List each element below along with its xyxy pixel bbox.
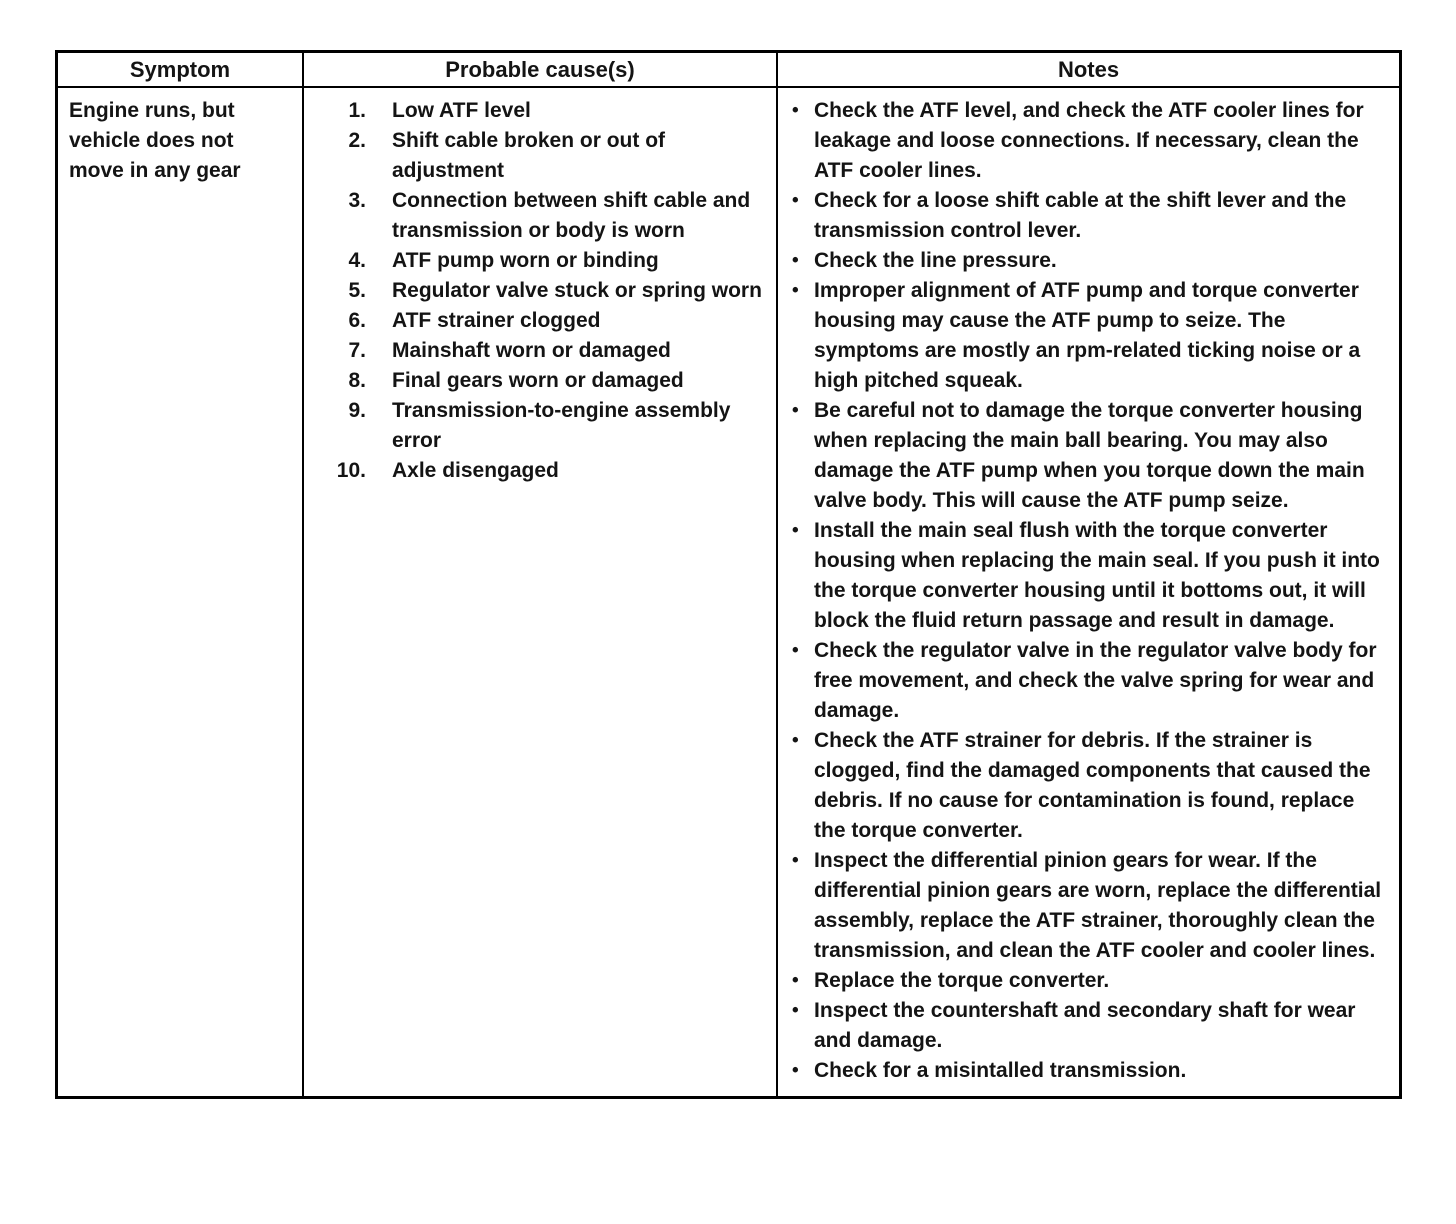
note-text: Check the regulator valve in the regulator valve body for free movement, and check the valve spring for wear and damage. <box>814 639 1377 722</box>
note-item <box>792 246 1389 276</box>
cause-text: Regulator valve stuck or spring worn <box>392 279 762 302</box>
cause-number: 9. <box>348 399 366 422</box>
note-item <box>792 276 1389 396</box>
note-item <box>792 396 1389 516</box>
cause-text: Shift cable broken or out of adjustment <box>392 129 666 182</box>
cause-number: 8. <box>348 369 366 392</box>
cause-text: Final gears worn or damaged <box>392 369 684 392</box>
cause-number: 5. <box>348 279 366 302</box>
note-item <box>792 966 1389 996</box>
cause-text: ATF strainer clogged <box>392 309 601 332</box>
notes-cell <box>778 88 1399 1096</box>
cause-text: Connection between shift cable and transmission or body is worn <box>392 189 751 242</box>
note-text: Check the ATF level, and check the ATF cooler lines for leakage and loose connections. If necessary, clean the ATF cooler lines. <box>814 99 1364 182</box>
cause-number: 10. <box>336 459 366 482</box>
note-item <box>792 846 1389 966</box>
cause-number: 1. <box>348 99 366 122</box>
bullet-icon: • <box>792 400 799 421</box>
note-text: Check for a loose shift cable at the shift lever and the transmission control lever. <box>814 189 1347 242</box>
bullet-icon: • <box>792 190 799 211</box>
cause-number: 4. <box>348 249 366 272</box>
cause-text: ATF pump worn or binding <box>392 249 659 272</box>
header-causes: Probable cause(s) <box>304 53 778 88</box>
note-item <box>792 996 1389 1056</box>
bullet-icon: • <box>792 1060 799 1081</box>
cause-text: Low ATF level <box>392 99 531 122</box>
header-notes: Notes <box>778 53 1399 88</box>
note-text: Check for a misintalled transmission. <box>814 1059 1187 1082</box>
note-item <box>792 516 1389 636</box>
bullet-icon: • <box>792 730 799 751</box>
bullet-icon: • <box>792 100 799 121</box>
note-item <box>792 186 1389 246</box>
header-symptom: Symptom <box>58 53 304 88</box>
cause-text: Mainshaft worn or damaged <box>392 339 671 362</box>
bullet-icon: • <box>792 1000 799 1021</box>
cause-item <box>326 396 762 456</box>
note-item <box>792 1056 1389 1086</box>
note-text: Inspect the countershaft and secondary shaft for wear and damage. <box>814 999 1356 1052</box>
note-text: Be careful not to damage the torque converter housing when replacing the main ball bearing. You may also damage the ATF pump when you torque down the main valve body. This will cause the ATF pump seize. <box>814 399 1365 512</box>
note-item <box>792 636 1389 726</box>
cause-number: 6. <box>348 309 366 332</box>
note-text: Check the line pressure. <box>814 249 1057 272</box>
bullet-icon: • <box>792 850 799 871</box>
note-text: Install the main seal flush with the torque converter housing when replacing the main seal. If you push it into the torque converter housing until it bottoms out, it will block the fluid return passage and result in damage. <box>814 519 1380 632</box>
cause-item <box>326 366 762 396</box>
note-text: Check the ATF strainer for debris. If the strainer is clogged, find the damaged components that caused the debris. If no cause for contamination is found, replace the torque converter. <box>814 729 1371 842</box>
cause-item <box>326 456 762 486</box>
cause-text: Axle disengaged <box>392 459 559 482</box>
bullet-icon: • <box>792 640 799 661</box>
bullet-icon: • <box>792 520 799 541</box>
note-text: Inspect the differential pinion gears for wear. If the differential pinion gears are worn, replace the differential assembly, replace the ATF strainer, thoroughly clean the transmission, and clean the ATF cooler and cooler lines. <box>814 849 1382 962</box>
bullet-icon: • <box>792 280 799 301</box>
causes-cell <box>304 88 778 1096</box>
symptom-cell <box>58 88 304 1096</box>
symptom-text: Engine runs, but vehicle does not move in any gear <box>69 99 241 182</box>
note-item <box>792 96 1389 186</box>
cause-number: 2. <box>348 129 366 152</box>
troubleshooting-table <box>55 50 1402 1099</box>
note-item <box>792 726 1389 846</box>
cause-item <box>326 306 762 336</box>
cause-item <box>326 336 762 366</box>
bullet-icon: • <box>792 970 799 991</box>
cause-text: Transmission-to-engine assembly error <box>392 399 731 452</box>
cause-number: 7. <box>348 339 366 362</box>
note-text: Improper alignment of ATF pump and torque converter housing may cause the ATF pump to seize. The symptoms are mostly an rpm-related ticking noise or a high pitched squeak. <box>814 279 1361 392</box>
cause-item <box>326 246 762 276</box>
cause-item <box>326 96 762 126</box>
cause-item <box>326 186 762 246</box>
cause-number: 3. <box>348 189 366 212</box>
note-text: Replace the torque converter. <box>814 969 1110 992</box>
bullet-icon: • <box>792 250 799 271</box>
cause-item <box>326 276 762 306</box>
cause-item <box>326 126 762 186</box>
